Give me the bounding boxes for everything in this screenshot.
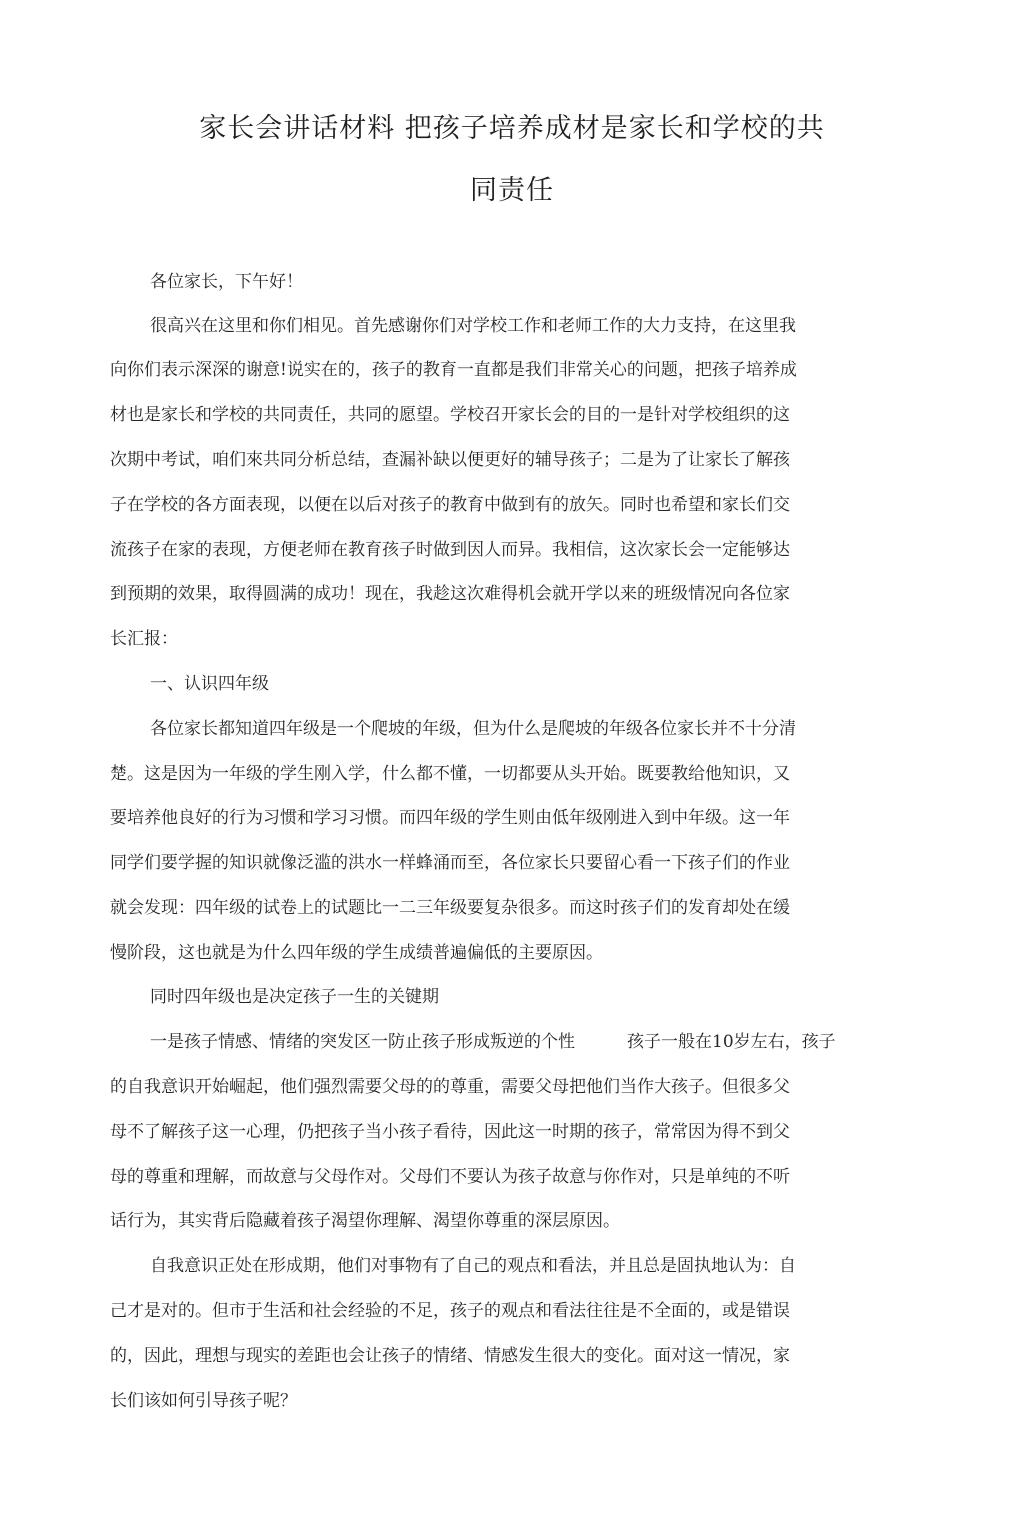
body-text-line: 要培养他良好的行为习惯和学习习惯。而四年级的学生则由低年级刚进入到中年级。这一年 [110, 808, 790, 828]
body-text-line: 母不了解孩子这一心理，仍把孩子当小孩子看待，因此这一时期的孩子，常常因为得不到父 [110, 1122, 790, 1142]
body-text-line: 就会发现：四年级的试卷上的试题比一二三年级要复杂很多。而这时孩子们的发育却处在缓 [110, 898, 790, 918]
title-line-2: 同责任 [470, 175, 554, 206]
body-text-line [150, 1030, 970, 1054]
body-text-segment: 孩子一般在10岁左右，孩子 [627, 1032, 836, 1052]
body-text-line: 的，因此，理想与现实的差距也会让孩子的情绪、情感发生很大的变化。面对这一情况，家 [110, 1346, 790, 1366]
subheading-line: 同时四年级也是决定孩子一生的关键期 [150, 987, 439, 1007]
body-text-line: 很高兴在这里和你们相见。首先感谢你们对学校工作和老师工作的大力支持，在这里我 [150, 316, 796, 336]
body-text-segment: 一是孩子情感、情绪的突发区一防止孩子形成叛逆的个性 [150, 1032, 575, 1052]
greeting-line: 各位家长，下午好！ [150, 272, 303, 292]
body-text-line: 长汇报： [110, 629, 178, 649]
body-text-line: 己才是对的。但市于生活和社会经验的不足，孩子的观点和看法往往是不全面的，或是错误 [110, 1301, 790, 1321]
body-text-line: 子在学校的各方面表现，以便在以后对孩子的教育中做到有的放矢。同时也希望和家长们交 [110, 495, 790, 515]
title-line-1: 家长会讲话材料 把孩子培养成材是家长和学校的共 [199, 113, 825, 144]
body-text-line: 自我意识正处在形成期，他们对事物有了自己的观点和看法，并且总是固执地认为：自 [150, 1256, 796, 1276]
body-text-line: 长们该如何引导孩子呢？ [110, 1391, 297, 1411]
body-text-line: 楚。这是因为一年级的学生刚入学，什么都不懂，一切都要从头开始。既要教给他知识，又 [110, 764, 790, 784]
body-text-line: 流孩子在家的表现，方便老师在教育孩子时做到因人而异。我相信，这次家长会一定能够达 [110, 540, 790, 560]
body-text-line: 的自我意识开始崛起，他们强烈需要父母的的尊重，需要父母把他们当作大孩子。但很多父 [110, 1077, 790, 1097]
section-heading: 一、认识四年级 [150, 674, 269, 694]
body-text-line: 到预期的效果，取得圆满的成功！现在，我趁这次难得机会就开学以来的班级情况向各位家 [110, 584, 790, 604]
body-text-line: 同学们要学握的知识就像泛滥的洪水一样蜂涌而至，各位家长只要留心看一下孩子们的作业 [110, 853, 790, 873]
body-text-line: 材也是家长和学校的共同责任，共同的愿望。学校召开家长会的目的一是针对学校组织的这 [110, 405, 790, 425]
body-text-line: 次期中考试，咱们來共同分析总结，查漏补缺以便更好的辅导孩子；二是为了让家长了解孩 [110, 450, 790, 470]
body-text-line: 慢阶段，这也就是为什么四年级的学生成绩普遍偏低的主要原因。 [110, 943, 603, 963]
body-text-line: 向你们表示深深的谢意!说实在的，孩子的教育一直都是我们非常关心的问题，把孩子培养成 [110, 360, 797, 380]
document-title [120, 98, 904, 222]
body-text-line: 话行为，其实背后隐藏着孩子渴望你理解、渴望你尊重的深层原因。 [110, 1211, 620, 1231]
body-text-line: 母的尊重和理解，而故意与父母作对。父母们不要认为孩子故意与你作对，只是单纯的不听 [110, 1167, 790, 1187]
body-text-line: 各位家长都知道四年级是一个爬坡的年级，但为什么是爬坡的年级各位家长并不十分清 [150, 719, 796, 739]
